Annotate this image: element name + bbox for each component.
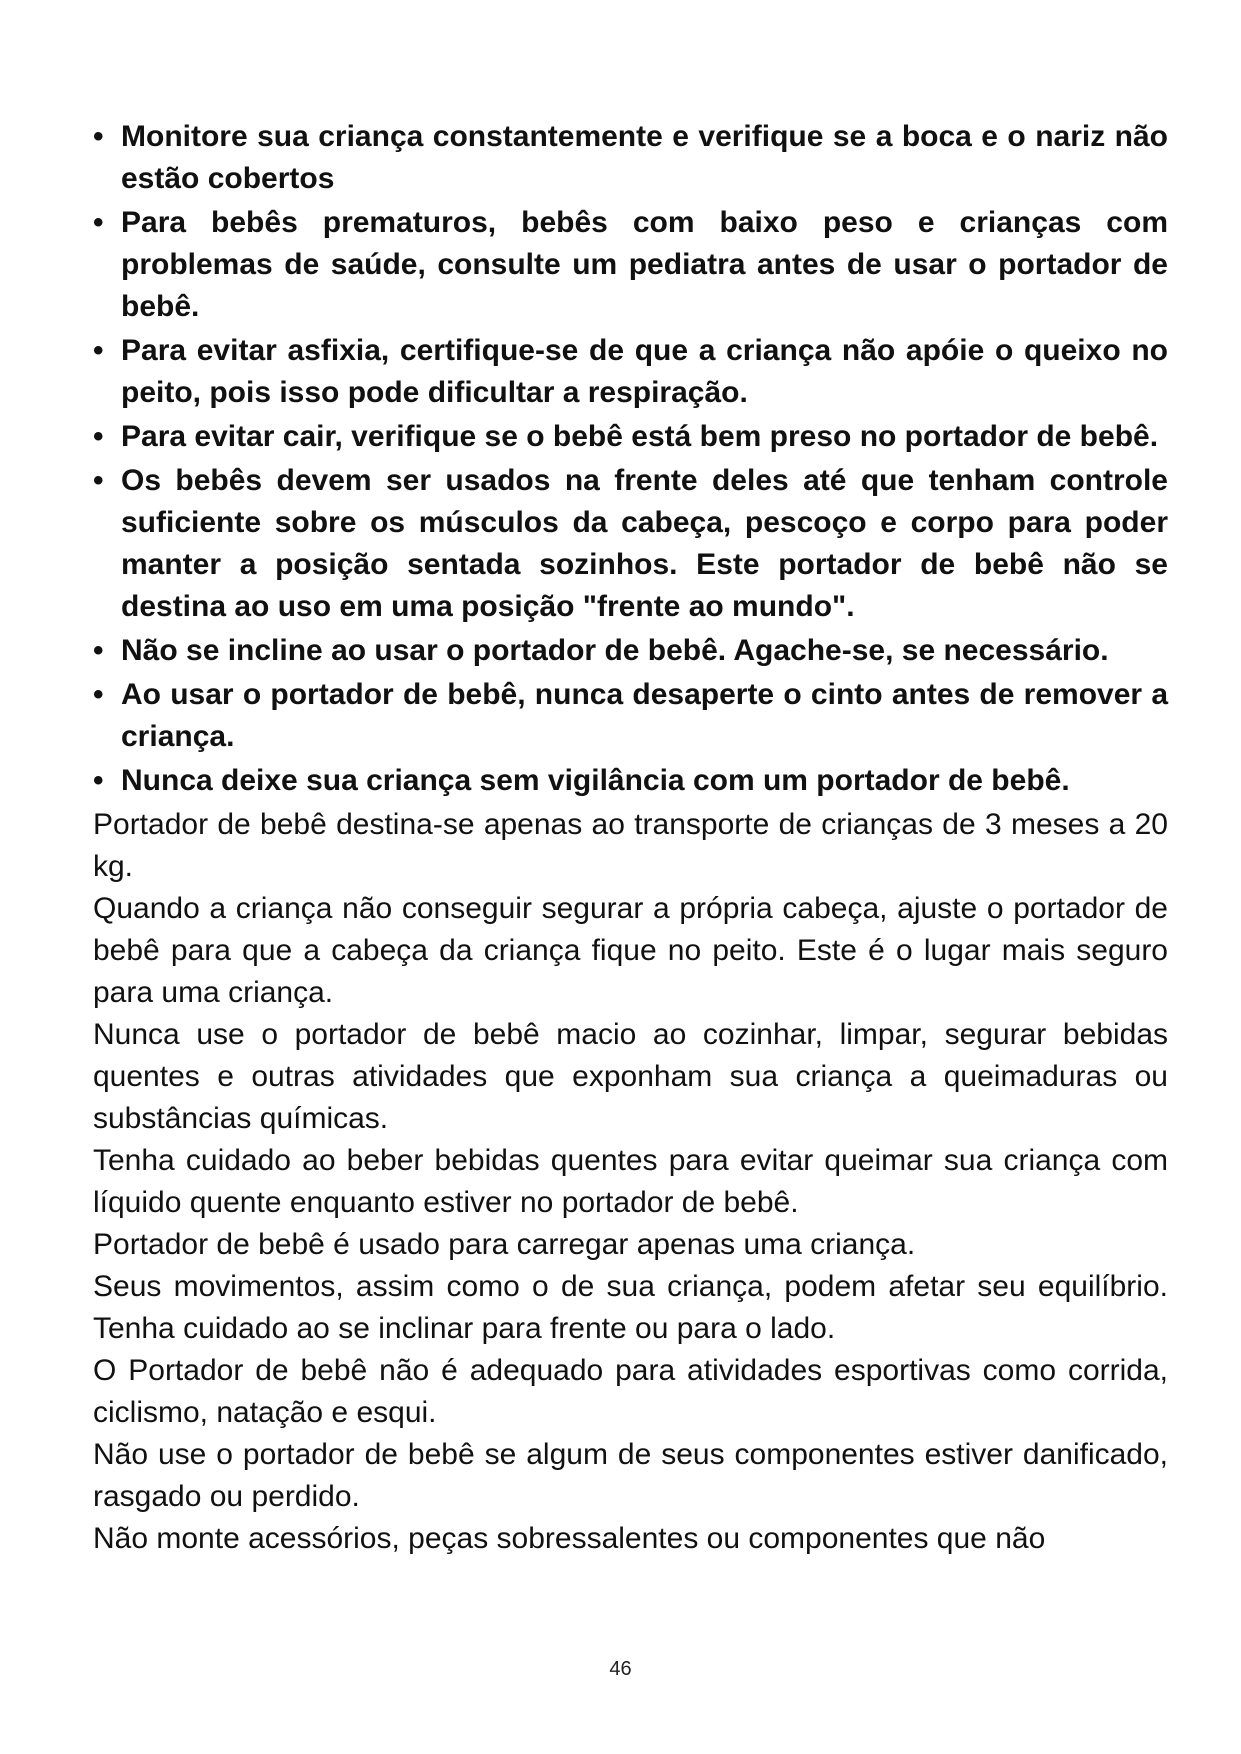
warning-text: Não se incline ao usar o portador de bebê. Agache-se, se necessário.: [121, 634, 1109, 667]
paragraph: Seus movimentos, assim como o de sua criança, podem afetar seu equilíbrio. Tenha cuidado ao se inclinar para frente ou para o lado.: [93, 1270, 1168, 1345]
warning-text: Monitore sua criança constantemente e verifique se a boca e o nariz não estão cobertos: [121, 120, 1168, 195]
warning-text: Nunca deixe sua criança sem vigilância com um portador de bebê.: [121, 764, 1070, 797]
bullet-icon: •: [93, 634, 104, 667]
warning-text: Ao usar o portador de bebê, nunca desaperte o cinto antes de remover a criança.: [121, 678, 1168, 753]
paragraph: Não use o portador de bebê se algum de seus componentes estiver danificado, rasgado ou perdido.: [93, 1438, 1168, 1513]
warning-item: [93, 202, 1168, 328]
paragraph: Portador de bebê destina-se apenas ao transporte de crianças de 3 meses a 20 kg.: [93, 808, 1168, 883]
bullet-icon: •: [93, 420, 104, 453]
bullet-icon: •: [93, 334, 104, 367]
warning-item: [93, 330, 1168, 414]
bullet-icon: •: [93, 206, 104, 239]
bullet-icon: •: [93, 120, 104, 153]
document-page: [93, 116, 1168, 1560]
warning-text: Para bebês prematuros, bebês com baixo peso e crianças com problemas de saúde, consulte um pediatra antes de usar o portador de bebê.: [121, 206, 1168, 323]
bullet-icon: •: [93, 464, 104, 497]
paragraph: Portador de bebê é usado para carregar apenas uma criança.: [93, 1228, 916, 1261]
page-number: 46: [609, 1658, 632, 1680]
paragraph: O Portador de bebê não é adequado para atividades esportivas como corrida, ciclismo, natação e esqui.: [93, 1354, 1168, 1429]
warning-item: [93, 674, 1168, 758]
body-text: [93, 804, 1168, 1560]
warning-item: [93, 760, 1168, 802]
warning-text: Para evitar asfixia, certifique-se de que a criança não apóie o queixo no peito, pois isso pode dificultar a respiração.: [121, 334, 1168, 409]
warning-item: [93, 116, 1168, 200]
warning-text: Os bebês devem ser usados na frente deles até que tenham controle suficiente sobre os músculos da cabeça, pescoço e corpo para poder manter a posição sentada sozinhos. Este portador de bebê não se destina ao uso em uma posição "frente ao mundo".: [121, 464, 1168, 623]
warning-text: Para evitar cair, verifique se o bebê está bem preso no portador de bebê.: [121, 420, 1159, 453]
warning-item: [93, 630, 1168, 672]
paragraph: Quando a criança não conseguir segurar a própria cabeça, ajuste o portador de bebê para que a cabeça da criança fique no peito. Este é o lugar mais seguro para uma criança.: [93, 892, 1168, 1009]
bullet-icon: •: [93, 764, 104, 797]
bullet-icon: •: [93, 678, 104, 711]
paragraph: Nunca use o portador de bebê macio ao cozinhar, limpar, segurar bebidas quentes e outras atividades que exponham sua criança a queimaduras ou substâncias químicas.: [93, 1018, 1168, 1135]
warning-item: [93, 460, 1168, 628]
paragraph: Não monte acessórios, peças sobressalentes ou componentes que não: [93, 1522, 1046, 1555]
paragraph: Tenha cuidado ao beber bebidas quentes para evitar queimar sua criança com líquido quente enquanto estiver no portador de bebê.: [93, 1144, 1168, 1219]
warning-list: [93, 116, 1168, 802]
warning-item: [93, 416, 1168, 458]
